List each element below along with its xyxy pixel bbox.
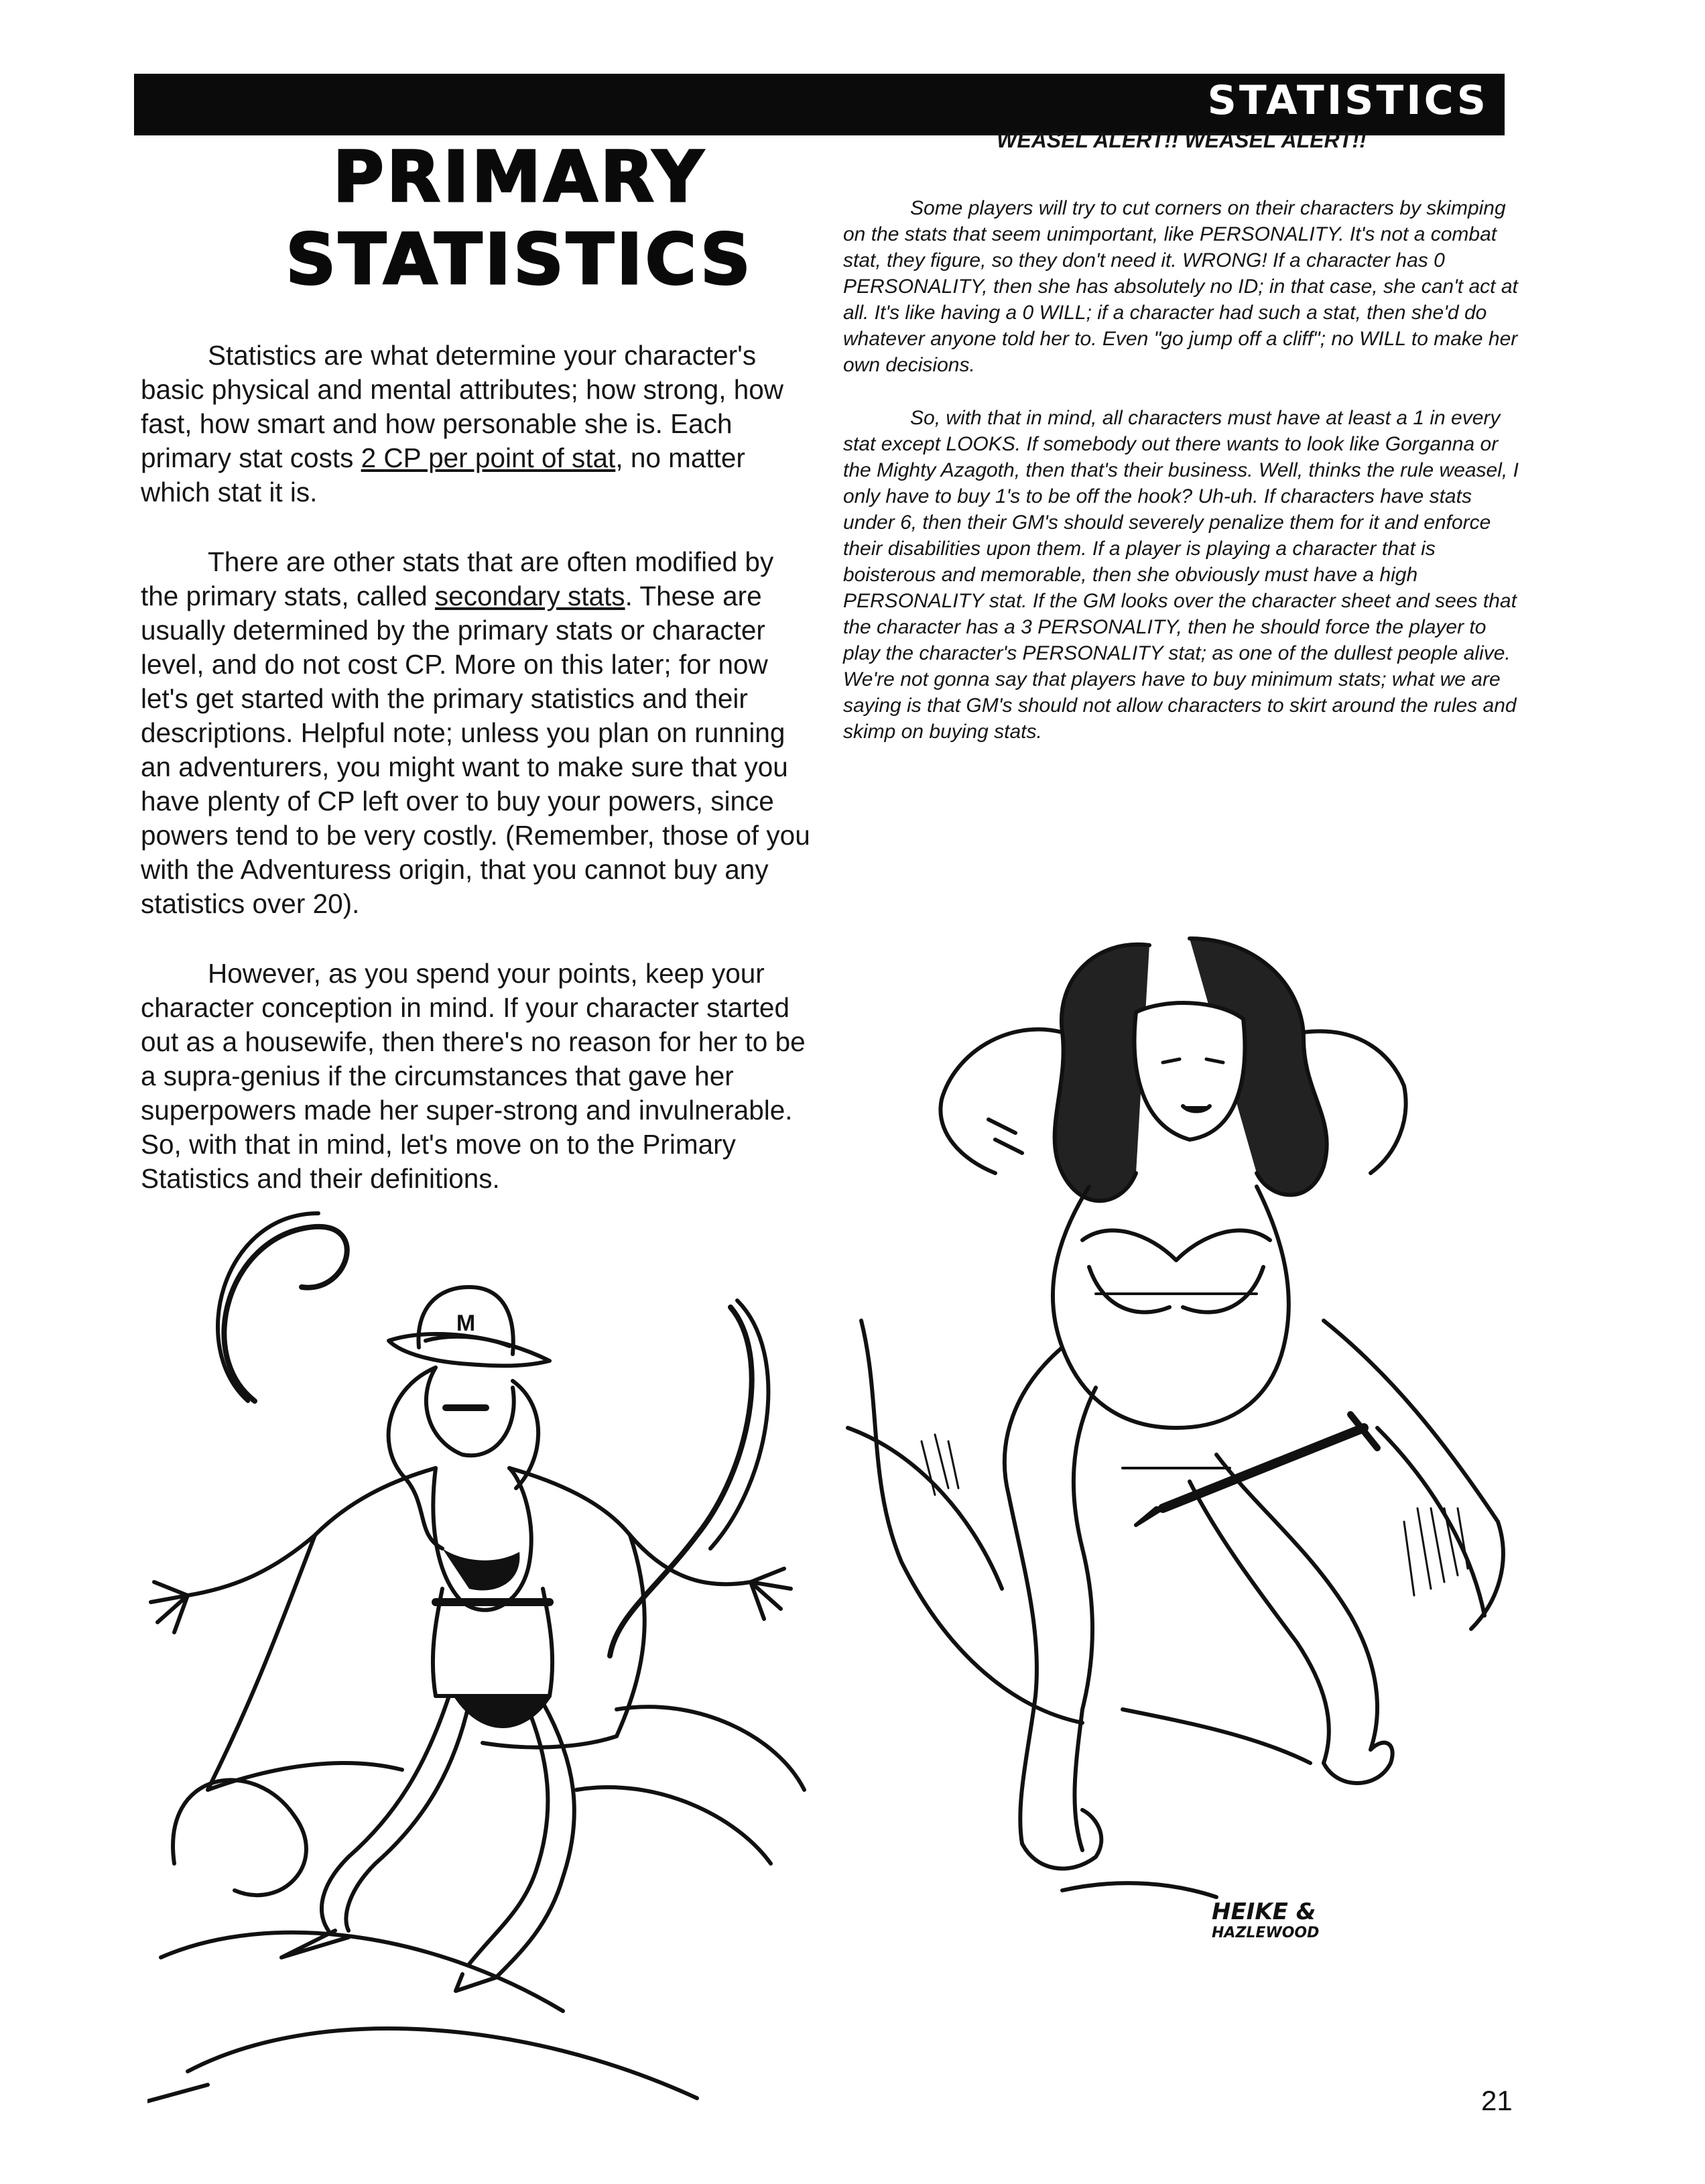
- illustration-seated-heroine: [841, 918, 1525, 1971]
- paragraph-2-text-a: There are other stats that are often modified by the primary stats, called: [141, 546, 774, 611]
- paragraph-1-text-a: Statistics are what determine your character's basic physical and mental attributes; how strong, how fast, how smart and how personable she is. Each primary stat costs: [141, 340, 784, 473]
- illustration-caped-heroine: [147, 1187, 851, 2105]
- page-title-line-2: STATISTICS: [286, 219, 753, 300]
- paragraph-3: However, as you spend your points, keep your character conception in mind. If your character started out as a housewife, then there's no reason for her to be a supra-genius if the circumstances that gave her superpowers made her super-strong and invulnerable. So, with that in mind, let's move on to the Primary Statistics and their definitions.: [141, 958, 806, 1194]
- artist-signature: [1212, 1900, 1319, 1941]
- sidebar-title: WEASEL ALERT!! WEASEL ALERT!!: [997, 128, 1367, 152]
- weasel-alert-sidebar: [843, 127, 1520, 772]
- page-title-line-1: PRIMARY: [332, 136, 706, 218]
- signature-line-1: HEIKE &: [1212, 1898, 1316, 1925]
- paragraph-1-text-b: , no matter which stat it is.: [141, 442, 745, 507]
- page-number: 21: [1481, 2085, 1513, 2116]
- section-tab: STATISTICS: [1196, 74, 1501, 127]
- sidebar-paragraph-2: So, with that in mind, all characters must have at least a 1 in every stat except LOOKS. If somebody out there wants to look like Gorganna or the Mighty Azagoth, then that's their business. Well, thinks the rule weasel, I only have to buy 1's to be off the hook? Uh-uh. If characters have stats under 6, then their GM's should severely penalize them for it and enforce their disabilities upon them. If a player is playing a character that is boisterous and memorable, then she obviously must have a high PERSONALITY stat. If the GM looks over the character sheet and sees that the character has a 3 PERSONALITY, then he should force the player to play the character's PERSONALITY stat; as one of the dullest people alive. We're not gonna say that players have to buy minimum stats; what we are saying is that GM's should not allow characters to skirt around the rules and skimp on buying stats.: [843, 407, 1519, 743]
- paragraph-1: [141, 339, 818, 509]
- cost-underline: 2 CP per point of stat: [361, 442, 616, 473]
- secondary-stats-underline: secondary stats: [434, 581, 625, 611]
- signature-line-2: HAZLEWOOD: [1212, 1925, 1320, 1941]
- left-column: [141, 339, 818, 1231]
- paragraph-2: [141, 545, 818, 921]
- sidebar-paragraph-1: Some players will try to cut corners on their characters by skimping on the stats that seem unimportant, like PERSONALITY. It's not a combat stat, they figure, so they don't need it. WRONG! If a character has 0 PERSONALITY, then she has absolutely no ID; in that case, she can't act at all. It's like having a 0 WILL; if a character had such a stat, then she'd do whatever anyone told her to. Even "go jump off a cliff"; no WILL to make her own decisions.: [843, 197, 1518, 376]
- paragraph-2-text-b: . These are usually determined by the primary stats or character level, and do not cost CP. More on this later; for now let's get started with the primary statistics and their descriptions. Helpful note; unless you plan on running an adventurers, you might want to make sure that you have plenty of CP left over to buy your powers, since powers tend to be very costly. (Remember, those of you with the Adventuress origin, that you cannot buy any statistics over 20).: [141, 581, 810, 919]
- hat-emblem-letter: M: [456, 1311, 476, 1336]
- section-header-bar: [134, 74, 1505, 135]
